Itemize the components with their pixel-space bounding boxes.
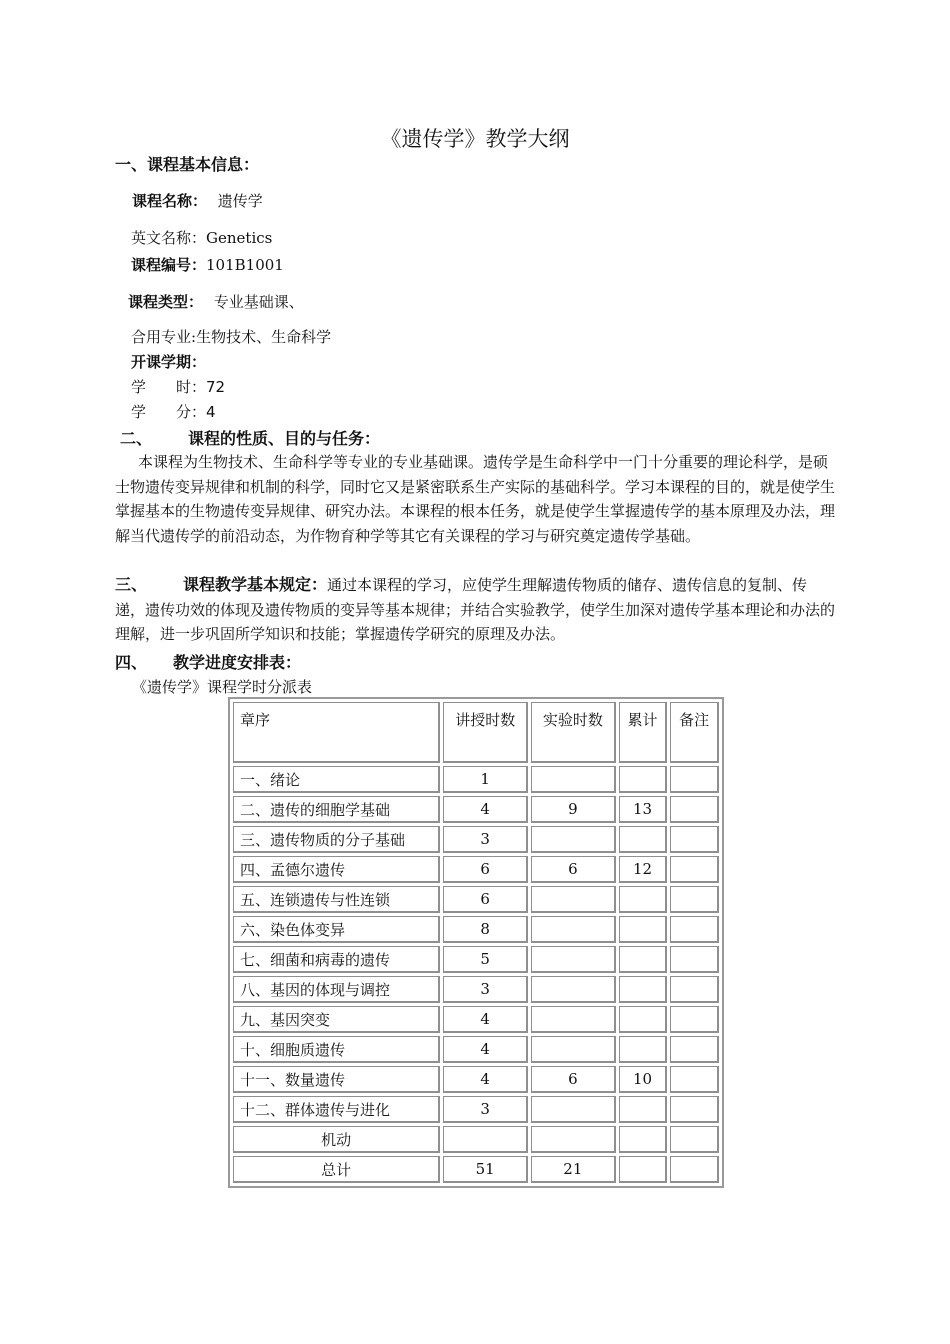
lecture-cell: 8 [443, 916, 528, 943]
section-3-paragraph [115, 573, 836, 647]
remarks-cell [670, 1156, 719, 1183]
section-2-title: 课程的性质、目的与任务： [188, 429, 381, 448]
cumulative-cell [619, 1006, 668, 1033]
lecture-cell: 1 [443, 766, 528, 793]
section-4-heading [115, 650, 301, 673]
hours-value: 72 [206, 378, 226, 396]
course-code-label: 课程编号： [131, 256, 207, 274]
lab-cell: 6 [531, 1066, 616, 1093]
table-row [233, 796, 719, 823]
course-name-label: 课程名称： [132, 192, 208, 210]
remarks-cell [670, 916, 719, 943]
lecture-cell [443, 1126, 528, 1153]
course-type-value: 专业基础课、 [213, 293, 304, 311]
remarks-cell [670, 766, 719, 793]
cumulative-cell [619, 766, 668, 793]
remarks-cell [670, 856, 719, 883]
lab-cell [531, 916, 616, 943]
section-3-number: 三、 [115, 575, 148, 594]
cumulative-cell [619, 916, 668, 943]
cumulative-cell: 13 [619, 796, 668, 823]
remarks-cell [670, 796, 719, 823]
total-lecture-hours: 51 [443, 1156, 528, 1183]
lecture-cell: 6 [443, 856, 528, 883]
lecture-cell: 4 [443, 1006, 528, 1033]
cumulative-cell: 12 [619, 856, 668, 883]
table-row [233, 766, 719, 793]
lecture-cell: 3 [443, 976, 528, 1003]
flex-row [233, 1126, 719, 1153]
lab-cell [531, 1096, 616, 1123]
cumulative-cell [619, 976, 668, 1003]
credits-label: 学 分： [131, 403, 207, 421]
remarks-cell [670, 826, 719, 853]
lecture-cell: 6 [443, 886, 528, 913]
hours-row [131, 376, 225, 397]
lab-cell [531, 1006, 616, 1033]
chapter-cell: 一、绪论 [233, 766, 440, 793]
lab-cell [531, 1126, 616, 1153]
chapter-cell: 七、细菌和病毒的遗传 [233, 946, 440, 973]
page-title: 《遗传学》教学大纲 [380, 127, 570, 151]
major-label: 合用专业 [131, 328, 192, 346]
english-name-row [131, 227, 272, 248]
section-4-number: 四、 [115, 653, 148, 672]
lab-cell [531, 766, 616, 793]
header-lecture-hours: 讲授时数 [443, 702, 528, 763]
major-value: :生物技术、生命科学 [191, 328, 332, 346]
remarks-cell [670, 886, 719, 913]
section-1-heading: 一、课程基本信息： [115, 155, 260, 174]
cumulative-cell [619, 826, 668, 853]
cumulative-cell [619, 1096, 668, 1123]
chapter-cell: 十二、群体遗传与进化 [233, 1096, 440, 1123]
cumulative-cell [619, 886, 668, 913]
lecture-cell: 3 [443, 1096, 528, 1123]
cumulative-cell: 10 [619, 1066, 668, 1093]
lab-cell [531, 1036, 616, 1063]
chapter-cell: 十一、数量遗传 [233, 1066, 440, 1093]
remarks-cell [670, 1006, 719, 1033]
header-cumulative: 累计 [619, 702, 668, 763]
english-name-value: Genetics [206, 229, 273, 247]
course-name-row [132, 190, 263, 211]
hours-label: 学 时： [131, 378, 207, 396]
section-3-title: 课程教学基本规定： [183, 575, 328, 594]
section-2-number: 二、 [120, 429, 153, 448]
table-row [233, 1006, 719, 1033]
chapter-cell: 八、基因的体现与调控 [233, 976, 440, 1003]
remarks-cell [670, 1126, 719, 1153]
cumulative-cell [619, 1036, 668, 1063]
chapter-cell: 三、遗传物质的分子基础 [233, 826, 440, 853]
remarks-cell [670, 946, 719, 973]
total-row [233, 1156, 719, 1183]
course-name-value: 遗传学 [217, 192, 263, 210]
major-row [131, 326, 331, 347]
lab-cell [531, 826, 616, 853]
header-remarks: 备注 [670, 702, 719, 763]
cumulative-cell [619, 946, 668, 973]
lecture-cell: 5 [443, 946, 528, 973]
chapter-cell: 四、孟德尔遗传 [233, 856, 440, 883]
remarks-cell [670, 1066, 719, 1093]
lab-cell: 9 [531, 796, 616, 823]
chapter-cell: 二、遗传的细胞学基础 [233, 796, 440, 823]
lecture-cell: 3 [443, 826, 528, 853]
table-row [233, 886, 719, 913]
table-row [233, 976, 719, 1003]
lecture-cell: 4 [443, 1036, 528, 1063]
lecture-cell: 4 [443, 796, 528, 823]
chapter-cell: 五、连锁遗传与性连锁 [233, 886, 440, 913]
chapter-cell: 十、细胞质遗传 [233, 1036, 440, 1063]
chapter-cell: 九、基因突变 [233, 1006, 440, 1033]
lab-cell [531, 946, 616, 973]
table-row [233, 826, 719, 853]
table-row [233, 856, 719, 883]
cumulative-cell [619, 1156, 668, 1183]
credits-value: 4 [206, 403, 216, 421]
table-row [233, 916, 719, 943]
credits-row [131, 401, 216, 422]
section-3-body: 通过本课程的学习，应使学生理解遗传物质的储存、遗传信息的复制、传递，遗传功效的体现及遗传物质的变异等基本规律；并结合实验教学，使学生加深对遗传学基本理论和办法的理解，进一步巩固所学知识和技能；掌握遗传学研究的原理及办法。 [115, 576, 836, 643]
course-type-row [128, 291, 304, 312]
lab-cell: 6 [531, 856, 616, 883]
remarks-cell [670, 976, 719, 1003]
cumulative-cell [619, 1126, 668, 1153]
table-row [233, 946, 719, 973]
section-2-body: 本课程为生物技术、生命科学等专业的专业基础课。遗传学是生命科学中一门十分重要的理论科学，是硕士物遗传变异规律和机制的科学，同时它又是紧密联系生产实际的基础科学。学习本课程的目的，就是使学生掌握基本的生物遗传变异规律、研究办法。本课程的根本任务，就是使学生掌握遗传学的基本原理及办法，理解当代遗传学的前沿动态，为作物育种学等其它有关课程的学习与研究奠定遗传学基础。 [115, 453, 836, 545]
section-2-heading [120, 426, 380, 449]
lecture-cell: 4 [443, 1066, 528, 1093]
course-code-row [131, 254, 284, 275]
remarks-cell [670, 1036, 719, 1063]
course-type-label: 课程类型： [128, 293, 204, 311]
table-caption: 《遗传学》课程学时分派表 [132, 678, 313, 696]
schedule-table [228, 697, 724, 1188]
semester-label: 开课学期： [131, 353, 207, 371]
total-label: 总计 [233, 1156, 440, 1183]
table-row [233, 1096, 719, 1123]
remarks-cell [670, 1096, 719, 1123]
table-header-row [233, 702, 719, 763]
english-name-label: 英文名称： [131, 229, 207, 247]
chapter-cell: 六、染色体变异 [233, 916, 440, 943]
lab-cell [531, 886, 616, 913]
course-code-value: 101B1001 [206, 256, 284, 274]
table-row [233, 1066, 719, 1093]
header-lab-hours: 实验时数 [531, 702, 616, 763]
header-chapter: 章序 [233, 702, 440, 763]
flex-label: 机动 [233, 1126, 440, 1153]
table-row [233, 1036, 719, 1063]
section-4-title: 教学进度安排表： [173, 653, 302, 672]
total-lab-hours: 21 [531, 1156, 616, 1183]
lab-cell [531, 976, 616, 1003]
